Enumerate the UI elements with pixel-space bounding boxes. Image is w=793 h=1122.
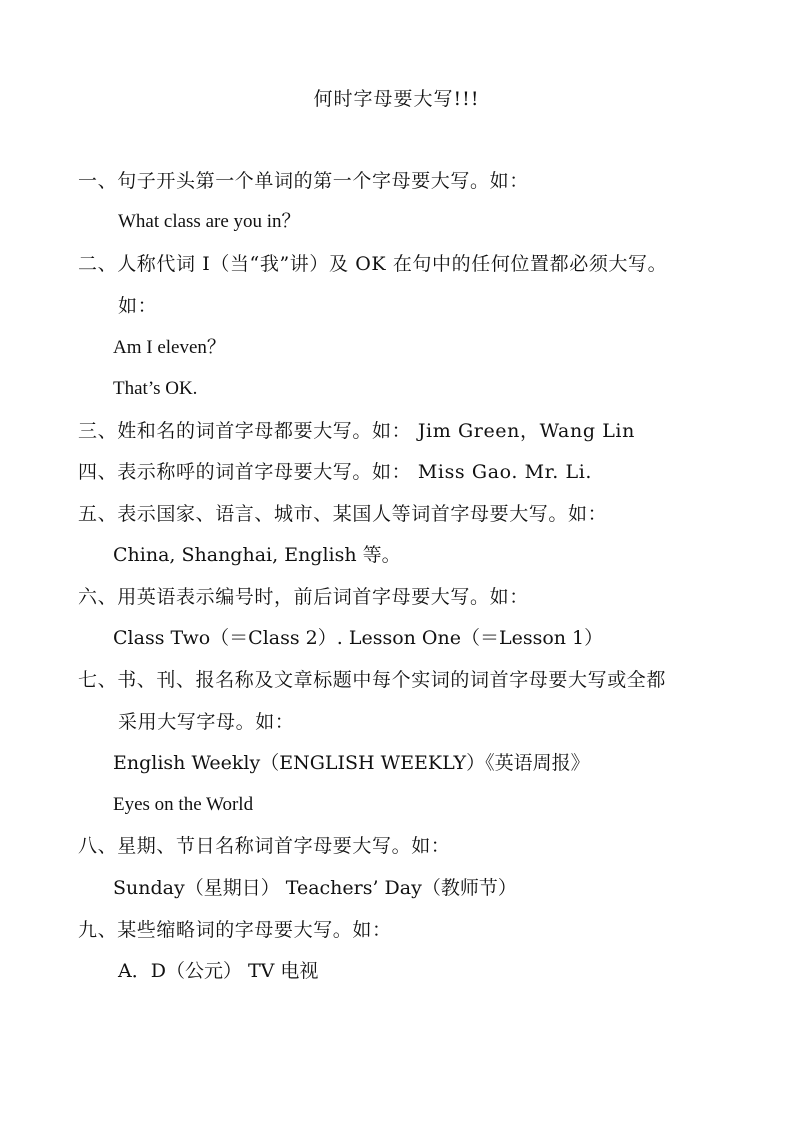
- rule-4-heading: 四、表示称呼的词首字母要大写。如： Miss Gao. Mr. Li.: [78, 461, 593, 483]
- rule-8-heading: 八、星期、节日名称词首字母要大写。如：: [78, 835, 451, 857]
- rule-7-example-1: English Weekly（ENGLISH WEEKLY）《英语周报》: [113, 752, 590, 774]
- rule-9-heading: 九、某些缩略词的字母要大写。如：: [78, 919, 392, 941]
- rule-7-heading: 七、书、刊、报名称及文章标题中每个实词的词首字母要大写或全都: [78, 669, 667, 691]
- rule-7-example-2: Eyes on the World: [113, 794, 254, 815]
- rule-5-heading: 五、表示国家、语言、城市、某国人等词首字母要大写。如：: [78, 503, 608, 525]
- rule-2-example-1: Am I eleven？: [113, 337, 226, 358]
- rule-6-heading: 六、用英语表示编号时，前后词首字母要大写。如：: [78, 586, 529, 608]
- rule-3-heading: 三、姓和名的词首字母都要大写。如： Jim Green，Wang Lin: [78, 420, 635, 442]
- page-title: 何时字母要大写!!!: [313, 88, 480, 110]
- rule-6-example: Class Two（＝Class 2）. Lesson One（＝Lesson 1）: [113, 627, 604, 649]
- rule-2-example-2: That’s OK.: [113, 378, 198, 399]
- rule-5-example: China, Shanghai, English 等。: [113, 544, 401, 566]
- rule-1-example: What class are you in？: [118, 211, 301, 232]
- rule-2-heading: 二、人称代词 I（当“我”讲）及 OK 在句中的任何位置都必须大写。: [78, 253, 668, 275]
- rule-2-heading-continued: 如：: [118, 295, 158, 317]
- rule-9-example: A．D（公元） TV 电视: [118, 960, 319, 982]
- rule-1-heading: 一、句子开头第一个单词的第一个字母要大写。如：: [78, 170, 529, 192]
- rule-7-heading-continued: 采用大写字母。如：: [118, 711, 295, 733]
- rule-8-example: Sunday（星期日） Teachers’ Day（教师节）: [113, 877, 517, 899]
